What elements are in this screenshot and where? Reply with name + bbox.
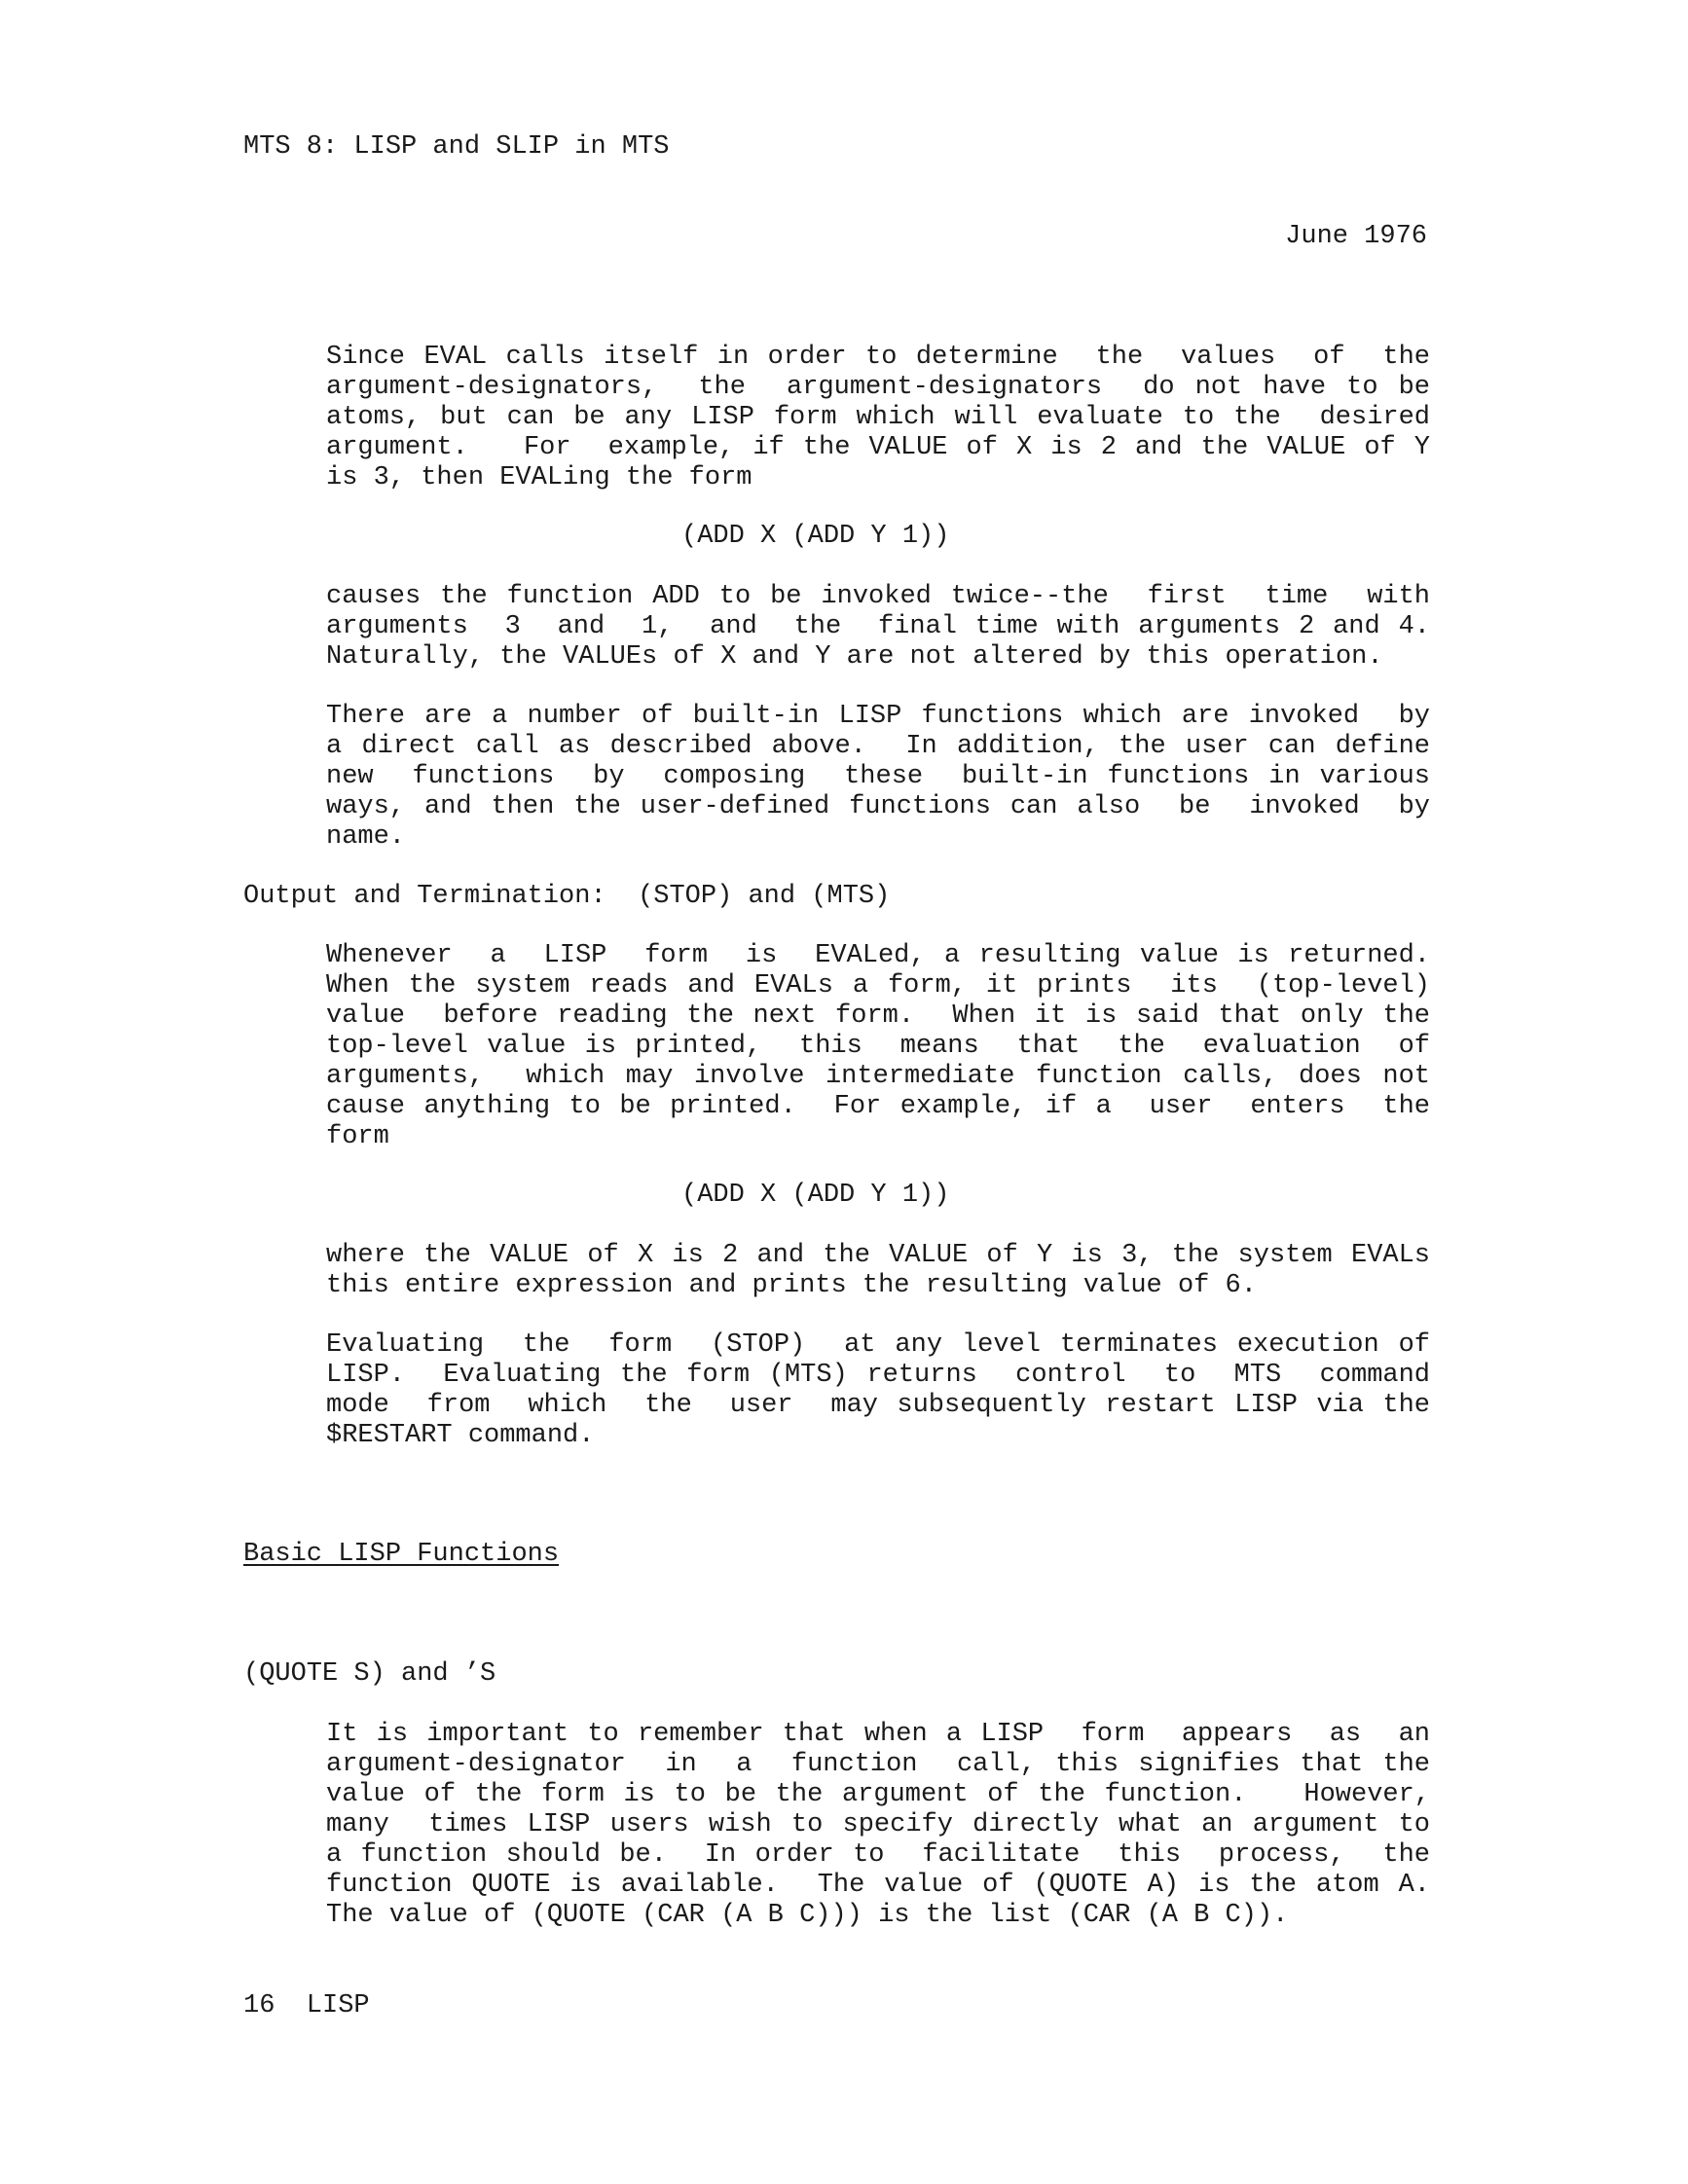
text-line: top-level value is printed, this means that the evaluation of: [326, 1032, 1430, 1061]
text-line: value before reading the next form. When it is said that only the: [326, 1001, 1430, 1031]
text-line: many times LISP users wish to specify directly what an argument to: [326, 1810, 1430, 1839]
text-line: name.: [326, 822, 406, 852]
text-line: causes the function ADD to be invoked twice--the first time with: [326, 582, 1430, 611]
text-line: arguments, which may involve intermediate function calls, does not: [326, 1062, 1430, 1091]
paragraph-builtin-functions: [326, 702, 1430, 853]
text-line: argument. For example, if the VALUE of X is 2 and the VALUE of Y: [326, 433, 1430, 462]
text-line: LISP. Evaluating the form (MTS) returns control to MTS command: [326, 1361, 1430, 1390]
text-line: value of the form is to be the argument of the function. However,: [326, 1780, 1430, 1809]
text-line: function QUOTE is available. The value of (QUOTE A) is the atom A.: [326, 1871, 1430, 1900]
text-line: Since EVAL calls itself in order to determine the values of the: [326, 343, 1430, 372]
text-line: form: [326, 1122, 389, 1151]
text-line: new functions by composing these built-in functions in various: [326, 762, 1430, 791]
header-date: June 1976: [1285, 222, 1427, 251]
text-line: where the VALUE of X is 2 and the VALUE of Y is 3, the system EVALs: [326, 1241, 1430, 1270]
text-line: Naturally, the VALUEs of X and Y are not altered by this operation.: [326, 642, 1383, 672]
page-footer: 16 LISP: [243, 1991, 370, 2020]
text-line: argument-designators, the argument-designators do not have to be: [326, 373, 1430, 402]
text-line: It is important to remember that when a LISP form appears as an: [326, 1720, 1430, 1749]
text-line: Evaluating the form (STOP) at any level terminates execution of: [326, 1330, 1430, 1360]
paragraph-stop-mts: [326, 1330, 1430, 1451]
paragraph-add-invoked: [326, 582, 1430, 673]
heading-quote: (QUOTE S) and ’S: [243, 1659, 496, 1689]
text-line: cause anything to be printed. For example, if a user enters the: [326, 1092, 1430, 1121]
paragraph-quote: [326, 1720, 1430, 1931]
section-heading: Basic LISP Functions: [243, 1540, 560, 1569]
running-header: MTS 8: LISP and SLIP in MTS: [243, 132, 670, 162]
code-example-2: (ADD X (ADD Y 1)): [681, 1181, 950, 1210]
text-line: The value of (QUOTE (CAR (A B C))) is the list (CAR (A B C)).: [326, 1901, 1289, 1930]
text-line: is 3, then EVALing the form: [326, 463, 752, 492]
text-line: arguments 3 and 1, and the final time with arguments 2 and 4.: [326, 612, 1430, 641]
paragraph-system-evals: [326, 1241, 1430, 1301]
text-line: Whenever a LISP form is EVALed, a resulting value is returned.: [326, 941, 1430, 970]
text-line: a direct call as described above. In addition, the user can define: [326, 732, 1430, 761]
text-line: mode from which the user may subsequently restart LISP via the: [326, 1391, 1430, 1420]
text-line: argument-designator in a function call, this signifies that the: [326, 1750, 1430, 1779]
text-line: When the system reads and EVALs a form, it prints its (top-level): [326, 971, 1430, 1001]
text-line: $RESTART command.: [326, 1421, 595, 1450]
text-line: ways, and then the user-defined functions can also be invoked by: [326, 792, 1430, 821]
code-example-1: (ADD X (ADD Y 1)): [681, 522, 950, 551]
heading-output-termination: Output and Termination: (STOP) and (MTS): [243, 882, 891, 911]
text-line: There are a number of built-in LISP functions which are invoked by: [326, 702, 1430, 731]
text-line: atoms, but can be any LISP form which will evaluate to the desired: [326, 403, 1430, 432]
paragraph-output: [326, 941, 1430, 1152]
text-line: a function should be. In order to facilitate this process, the: [326, 1840, 1430, 1870]
paragraph-eval-args: [326, 343, 1430, 493]
text-line: this entire expression and prints the resulting value of 6.: [326, 1271, 1257, 1300]
